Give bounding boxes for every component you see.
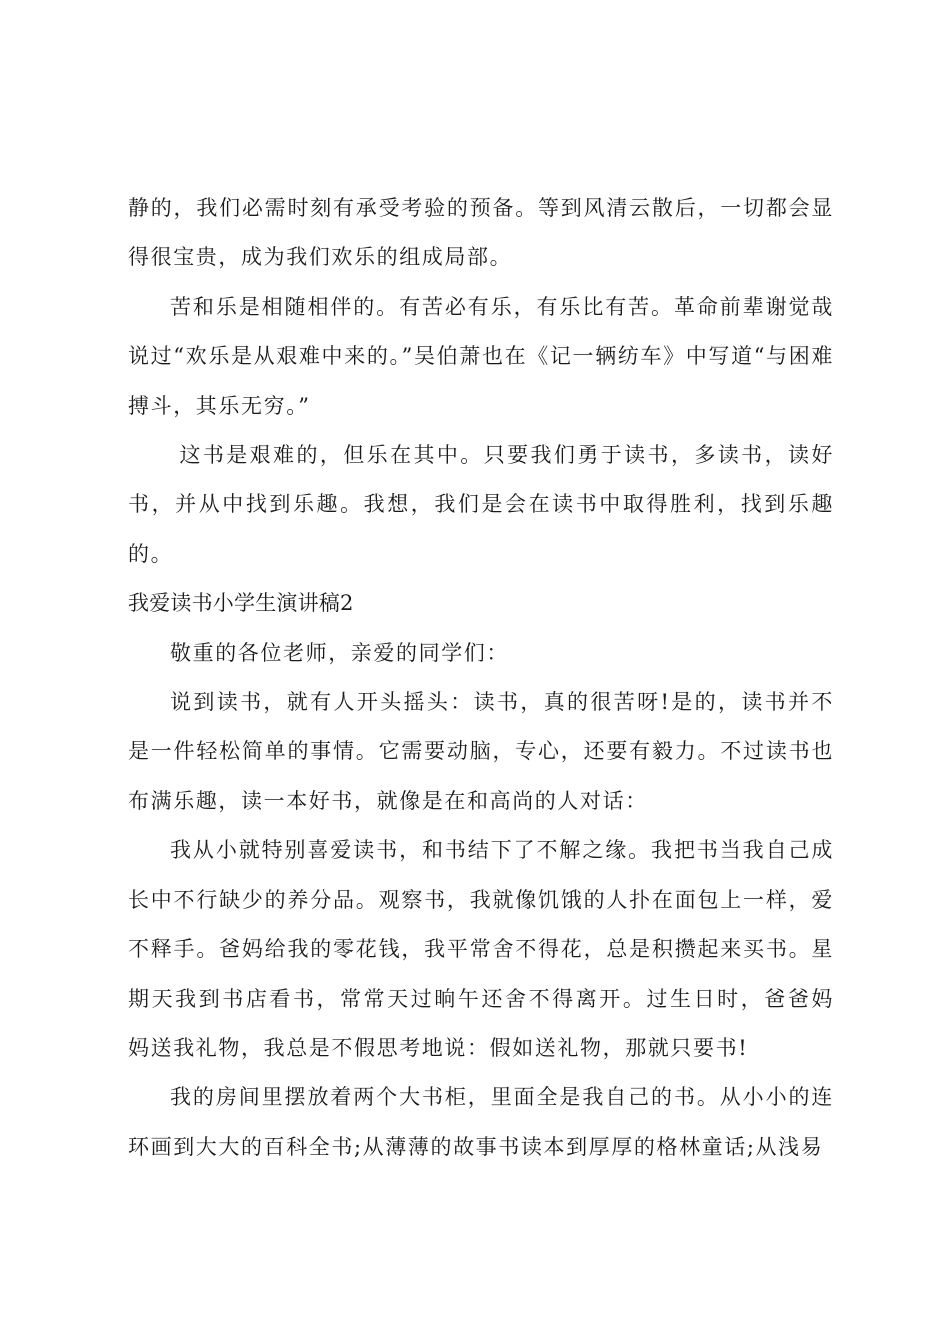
paragraph-reading-intro: 说到读书，就有人开头摇头：读书，真的很苦呀!是的，读书并不是一件轻松简单的事情。它需要动脑，专心，还要有毅力。不过读书也布满乐趣，读一本好书，就像是在和高尚的人对话：	[128, 690, 834, 813]
paragraph-joy-and-hardship: 苦和乐是相随相伴的。有苦必有乐，有乐比有苦。革命前辈谢觉哉说过“欢乐是从艰难中来的。”吴伯萧也在《记一辆纺车》中写道“与困难搏斗，其乐无穷。”	[128, 294, 834, 418]
paragraph-bookshelves: 我的房间里摆放着两个大书柜，里面全是我自己的书。从小小的连环画到大大的百科全书;从薄薄的故事书读本到厚厚的格林童话;从浅易	[128, 1085, 834, 1159]
paragraph-reading-conclusion: 这书是艰难的，但乐在其中。只要我们勇于读书，多读书，读好书，并从中找到乐趣。我想，我们是会在读书中取得胜利，找到乐趣的。	[128, 443, 834, 566]
paragraph-greeting: 敬重的各位老师，亲爱的同学们：	[170, 640, 509, 665]
document-body	[128, 184, 834, 1172]
speech-title: 我爱读书小学生演讲稿2	[128, 591, 354, 616]
paragraph-love-of-books: 我从小就特别喜爱读书，和书结下了不解之缘。我把书当我自己成长中不行缺少的养分品。观察书，我就像饥饿的人扑在面包上一样，爱不释手。爸妈给我的零花钱，我平常舍不得花，总是积攒起来买书。星期天我到书店看书，常常天过晌午还舍不得离开。过生日时，爸爸妈 妈送我礼物，我总是不假思考地说：假如送礼物，那就只要书!	[128, 838, 834, 1060]
paragraph-continuation: 静的，我们必需时刻有承受考验的预备。等到风清云散后，一切都会显得很宝贵，成为我们欢乐的组成局部。	[128, 196, 834, 270]
